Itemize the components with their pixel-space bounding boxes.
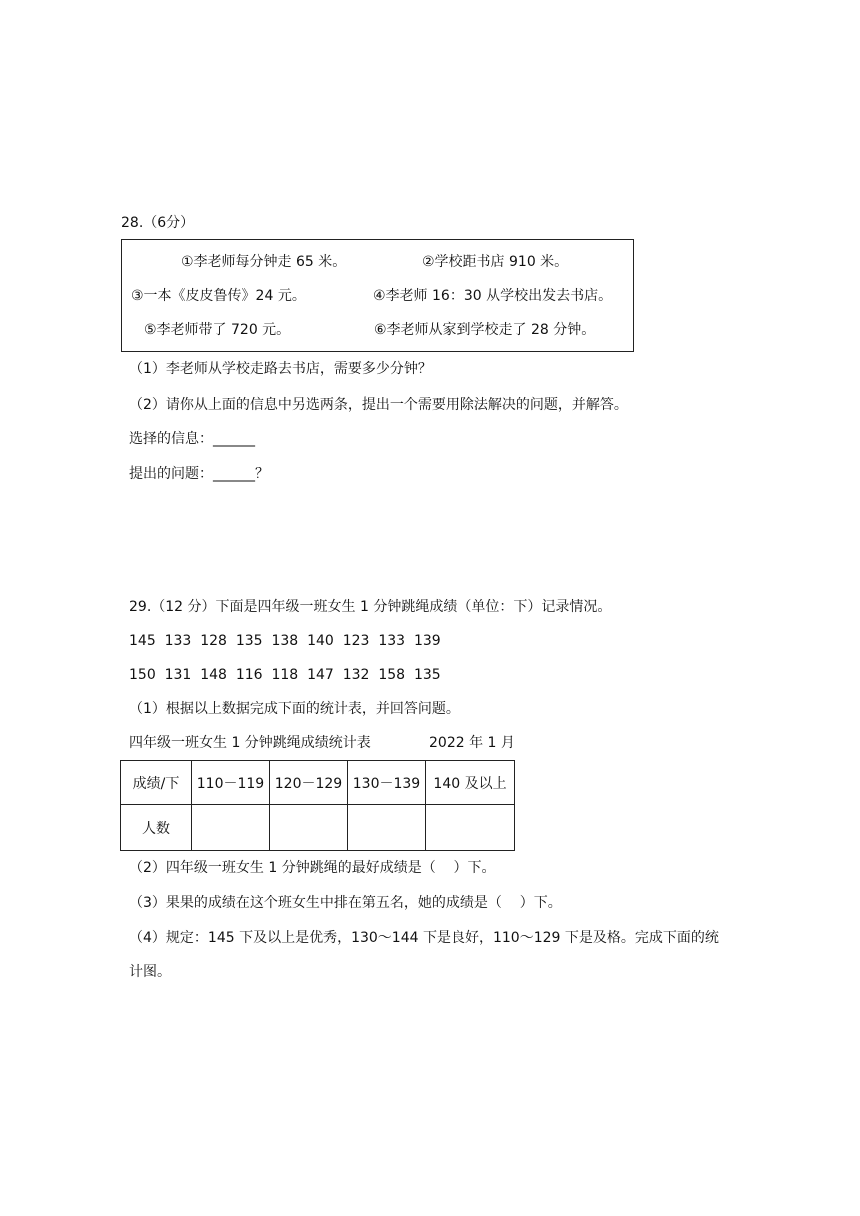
table-date: 2022 年 1 月 xyxy=(429,735,515,751)
q28-proposed-question: 提出的问题：______？ xyxy=(129,466,269,482)
q28-sub2: （2）请你从上面的信息中另选两条，提出一个需要用除法解决的问题，并解答。 xyxy=(129,397,628,413)
table-title: 四年级一班女生 1 分钟跳绳成绩统计表 xyxy=(129,735,371,751)
table-blank-cell[interactable] xyxy=(348,805,426,851)
table-blank-cell[interactable] xyxy=(426,805,515,851)
info-item-2: ②学校距书店 910 米。 xyxy=(422,254,569,270)
q29-sub2: （2）四年级一班女生 1 分钟跳绳的最好成绩是（ ）下。 xyxy=(129,860,496,876)
table-blank-cell[interactable] xyxy=(192,805,270,851)
q28-sub1: （1）李老师从学校走路去书店，需要多少分钟？ xyxy=(129,361,432,377)
table-header-cell: 130－139 xyxy=(348,761,426,805)
q29-data-row-1: 145 133 128 135 138 140 123 133 139 xyxy=(129,633,441,649)
info-item-1: ①李老师每分钟走 65 米。 xyxy=(181,254,347,270)
q28-chosen-info: 选择的信息：______ xyxy=(129,431,255,447)
q29-sub1: （1）根据以上数据完成下面的统计表，并回答问题。 xyxy=(129,701,460,717)
q29-data-row-2: 150 131 148 116 118 147 132 158 135 xyxy=(129,667,441,683)
table-header-cell: 110－119 xyxy=(192,761,270,805)
table-header-cell: 120－129 xyxy=(270,761,348,805)
score-stats-table xyxy=(120,760,515,851)
table-header-row xyxy=(121,761,515,805)
table-count-row xyxy=(121,805,515,851)
table-row-label: 人数 xyxy=(121,805,192,851)
info-item-6: ⑥李老师从家到学校走了 28 分钟。 xyxy=(374,322,596,338)
q28-info-box xyxy=(121,239,634,352)
info-item-3: ③一本《皮皮鲁传》24 元。 xyxy=(131,288,306,304)
table-blank-cell[interactable] xyxy=(270,805,348,851)
info-item-5: ⑤李老师带了 720 元。 xyxy=(144,322,291,338)
q29-sub4-line2: 计图。 xyxy=(129,964,171,980)
q29-sub4-line1: （4）规定：145 下及以上是优秀，130～144 下是良好，110～129 下是及格。完成下面的统 xyxy=(129,930,719,946)
q29-heading: 29.（12 分）下面是四年级一班女生 1 分钟跳绳成绩（单位：下）记录情况。 xyxy=(129,599,612,615)
q29-sub3: （3）果果的成绩在这个班女生中排在第五名，她的成绩是（ ）下。 xyxy=(129,895,562,911)
table-header-cell: 140 及以上 xyxy=(426,761,515,805)
info-item-4: ④李老师 16：30 从学校出发去书店。 xyxy=(373,288,613,304)
table-header-cell: 成绩/下 xyxy=(121,761,192,805)
q28-heading: 28.（6分） xyxy=(121,215,195,231)
